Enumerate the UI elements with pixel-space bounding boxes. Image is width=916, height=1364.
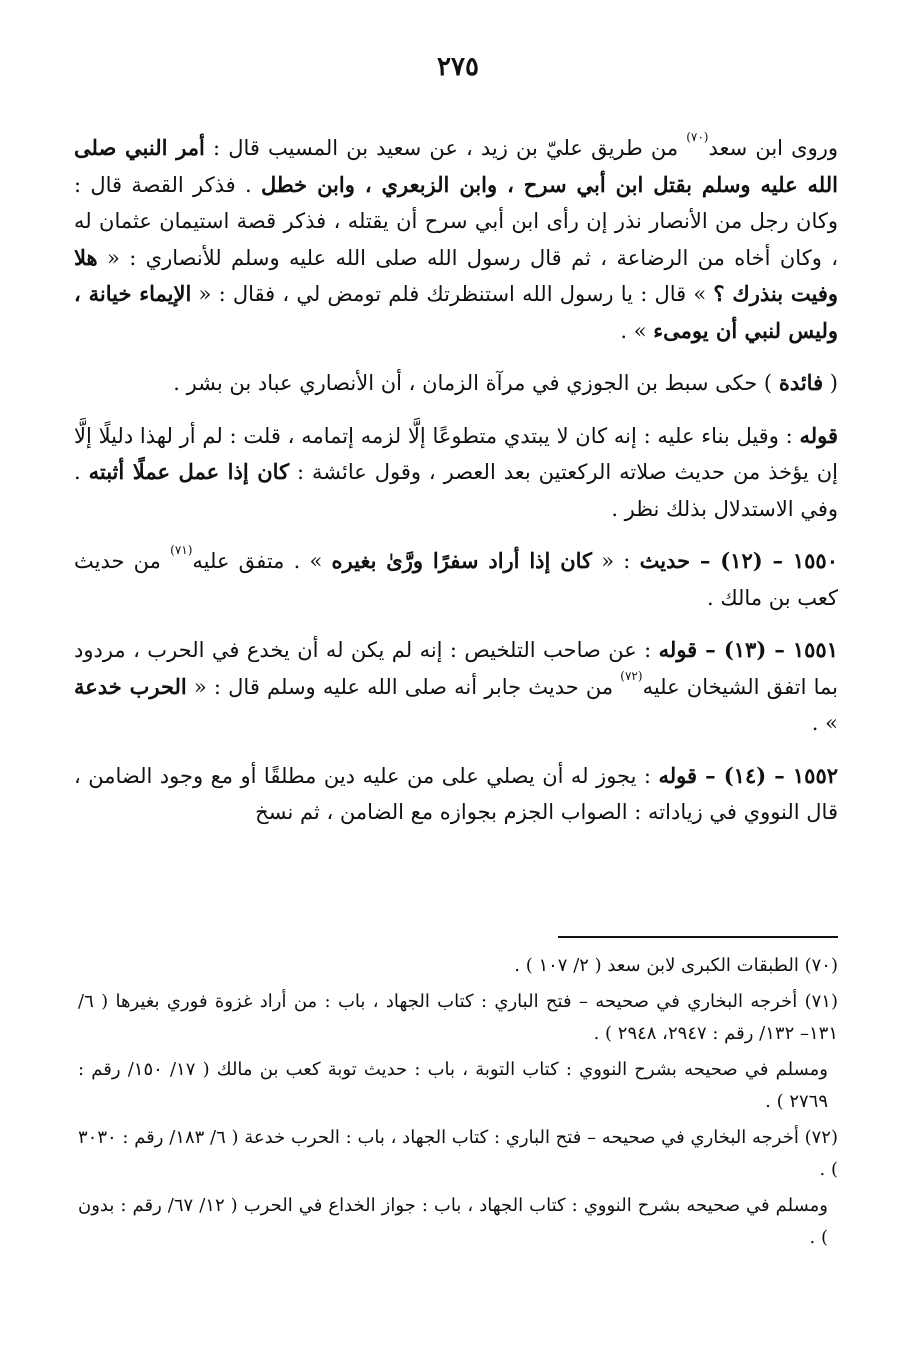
- paragraph-text: » قال : يا رسول الله استنظرتك فلم تومض لي ، فقال : «: [191, 282, 714, 306]
- footnote: ومسلم في صحيحه بشرح النووي : كتاب التوبة ، باب : حديث توبة كعب بن مالك ( ١٧/ ١٥٠/ رقم : ٢٧٦٩ ) .: [78, 1059, 828, 1112]
- paragraph-text: من حديث كعب بن مالك .: [74, 549, 838, 610]
- paragraph-text: : يجوز له أن يصلي على من عليه دين مطلقًا أو مع وجود الضامن ، قال النووي في زياداته : الصواب الجزم بجوازه مع الضامن ، ثم نسخ: [74, 763, 838, 824]
- paragraph-text: : وقيل بناء عليه : إنه كان لا يبتدي متطوعًا إلَّا لزمه إتمامه ، قلت : لم أر لهذا دليلًا إلَّا إن يؤخذ من حديث صلاته الركعتين بعد العصر ، وقول عائشة :: [74, 423, 838, 484]
- main-text: [74, 130, 838, 831]
- paragraph-text: . وفي الاستدلال بذلك نظر .: [74, 460, 838, 521]
- paragraph-text: (: [823, 371, 838, 395]
- paragraph-text: » .: [620, 318, 654, 343]
- footnotes: [78, 950, 838, 1258]
- page-number: ٢٧٥: [437, 52, 479, 82]
- paragraph-text: : عن صاحب التلخيص : إنه لم يكن له أن يخدع في الحرب ، مردود بما اتفق الشيخان عليه: [74, 638, 839, 699]
- paragraph: [74, 758, 838, 831]
- bold-text: الحرب خدعة: [74, 673, 187, 699]
- bold-text: كان إذا أراد سفرًا ورَّىٰ بغيره: [331, 548, 593, 573]
- paragraph-text: » . متفق عليه: [192, 549, 332, 573]
- paragraph-text: ) حكى سبط بن الجوزي في مرآة الزمان ، أن الأنصاري عباد بن بشر .: [173, 371, 779, 395]
- paragraph-text: : «: [592, 549, 640, 573]
- bold-text: أمر النبي صلى الله عليه وسلم بقتل ابن أبي سرح ، وابن الزبعري ، وابن خطل: [74, 135, 838, 197]
- bold-text: ١٥٥١ – (١٣) – قوله: [658, 637, 838, 662]
- footnote-reference: (٧٢): [620, 668, 643, 683]
- bold-text: قوله: [799, 422, 838, 448]
- bold-text: ١٥٥٢ – (١٤) – قوله: [658, 762, 839, 788]
- footnote-separator: [558, 936, 838, 938]
- footnote-reference: (٧٠): [686, 130, 709, 144]
- paragraph: [74, 418, 838, 528]
- bold-text: كان إذا عمل عملًا أثبته: [88, 459, 290, 484]
- paragraph-text: » .: [811, 711, 838, 735]
- bold-text: ١٥٥٠ – (١٢) – حديث: [639, 548, 838, 573]
- paragraph-text: . فذكر القصة قال : وكان رجل من الأنصار نذر إن رأى ابن أبي سرح أن يقتله ، فذكر قصة استيمان عثمان له ، وكان أخاه من الرضاعة ، ثم قال رسول الله صلى الله عليه وسلم للأنصاري : «: [74, 172, 838, 270]
- paragraph: [74, 632, 838, 742]
- paragraph: [74, 365, 838, 402]
- footnote: (٧٠) الطبقات الكبرى لابن سعد ( ٢/ ١٠٧ ) .: [514, 955, 838, 976]
- paragraph-text: من حديث جابر أنه صلى الله عليه وسلم قال : «: [186, 674, 621, 699]
- paragraph: [74, 130, 838, 349]
- paragraph-text: وروى ابن سعد: [708, 136, 838, 160]
- paragraph-text: من طريق عليّ بن زيد ، عن سعيد بن المسيب قال :: [204, 136, 687, 160]
- footnote: (٧١) أخرجه البخاري في صحيحه – فتح الباري : كتاب الجهاد ، باب : من أراد غزوة فوري بغيرها ( ٦/ ١٣١– ١٣٢/ رقم : ٢٩٤٧، ٢٩٤٨ ) .: [78, 991, 838, 1044]
- bold-text: هلا وفيت بنذرك ؟: [74, 244, 839, 306]
- footnote: ومسلم في صحيحه بشرح النووي : كتاب الجهاد ، باب : جواز الخداع في الحرب ( ١٢/ ٦٧/ رقم : بدون ) .: [78, 1195, 828, 1248]
- paragraph: [74, 543, 838, 616]
- bold-text: فائدة: [778, 370, 824, 395]
- bold-text: الإيماء خيانة ، وليس لنبي أن يومىء: [74, 281, 838, 343]
- footnote-reference: (٧١): [170, 543, 193, 557]
- footnote: (٧٢) أخرجه البخاري في صحيحه – فتح الباري : كتاب الجهاد ، باب : الحرب خدعة ( ٦/ ١٨٣/ رقم : ٣٠٣٠ ) .: [78, 1127, 838, 1180]
